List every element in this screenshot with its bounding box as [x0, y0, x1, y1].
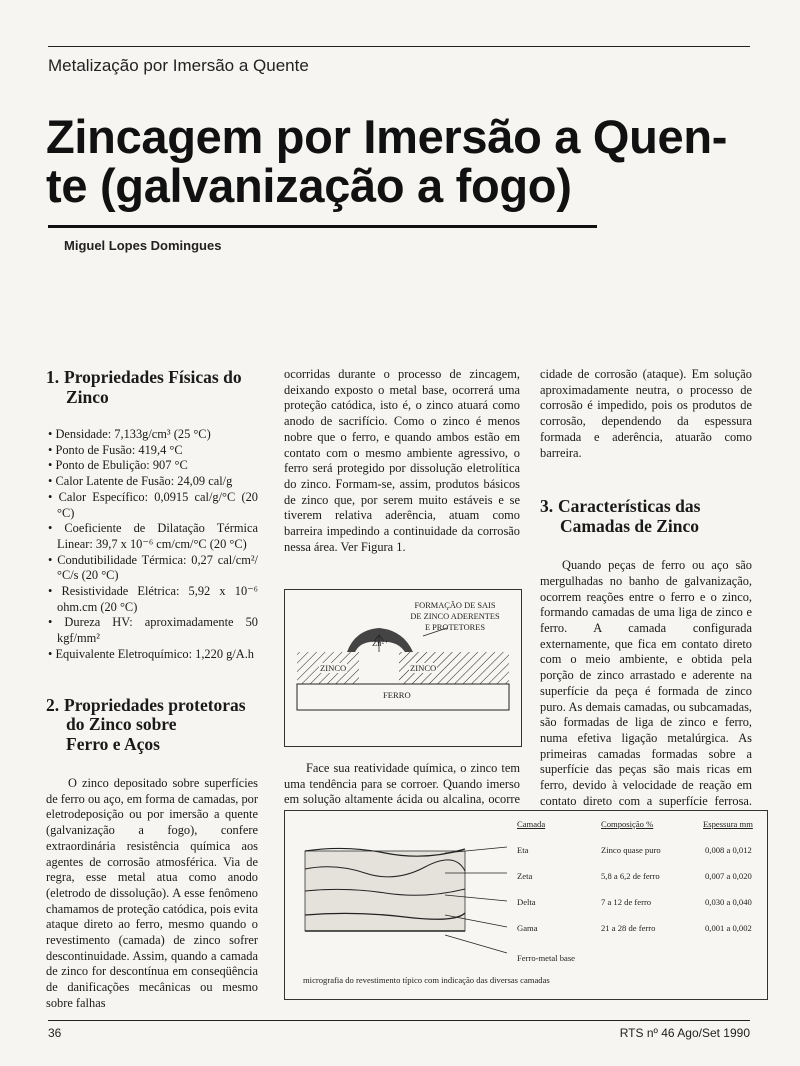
- table-cell: 0,007 a 0,020: [705, 871, 752, 881]
- table-cell: Zeta: [517, 871, 533, 881]
- column-3: [540, 367, 752, 825]
- table-cell: 7 a 12 de ferro: [601, 897, 652, 907]
- section-1-heading: 1. Propriedades Físicas do Zinco: [46, 367, 242, 407]
- list-item: • Condutibilidade Térmica: 0,27 cal/cm²/°C/s (20 °C): [46, 553, 258, 584]
- list-item: • Coeficiente de Dilatação Térmica Linear: 39,7 x 10⁻⁶ cm/cm/°C (20 °C): [46, 521, 258, 552]
- iron-label: FERRO: [383, 690, 411, 700]
- table-cell: Zinco quase puro: [601, 845, 661, 855]
- col2-paragraph-1: ocorridas durante o processo de zincagem, deixando exposto o metal base, ocorrerá uma proteção catódica, isto é, o zinco atuará como anodo de sacrifício. Como o zinco é menos nobre que o ferro, e quando ambos estão em contato com o mesmo ambiente agressivo, o ferro será protegido por dissolução eletrolítica do zinco. Formam-se, assim, produtos básicos de zinco que, por serem muito estáveis e se tiverem relativa aderência, atuam como barreira impedindo a continuidade da corrosão nessa área. Ver Figura 1.: [284, 367, 520, 554]
- list-item: • Calor Latente de Fusão: 24,09 cal/g: [46, 474, 258, 490]
- col3-paragraph-2: Quando peças de ferro ou aço são mergulhadas no banho de galvanização, ocorrem reações entre o ferro e o zinco, formando camadas de uma liga de zinco e ferro. A camada configurada externamente, que fica em contato direto com o meio ambiente, e obtida pela porção de zinco arrastado e aderente na superfície da peça é formada de zinco puro. As demais camadas, ou subcamadas, são formadas de liga de zinco e ferro, numa efetiva ligação metalúrgica. As primeiras camadas formadas sobre a superfície das peças são mais ricas em ferro, devido à velocidade de reação em contato direto com a superfície ferrosa.: [540, 558, 752, 808]
- list-item: • Resistividade Elétrica: 5,92 x 10⁻⁶ ohm.cm (20 °C): [46, 584, 258, 615]
- bottom-rule: [48, 1020, 750, 1021]
- list-item: • Equivalente Eletroquímico: 1,220 g/A.h: [46, 647, 258, 663]
- article-title: [46, 112, 766, 210]
- table-cell: Delta: [517, 897, 536, 907]
- list-item: • Dureza HV: aproximadamente 50 kgf/mm²: [46, 615, 258, 646]
- author-name: Miguel Lopes Domingues: [64, 238, 222, 253]
- table-header-thickness: Espessura mm: [703, 819, 753, 829]
- section-3-heading: 3. Características das Camadas de Zinco: [540, 496, 701, 536]
- top-rule: [48, 46, 750, 47]
- section-2-paragraph: O zinco depositado sobre superfícies de ferro ou aço, em forma de camadas, por eletrodeposição ou por imersão a quente (galvanização a fogo), confere extraordinária resistência química aos agentes de corrosão atmosférica. Via de regra, esse metal atua como anodo (eletrodo de dissolução). A esse fenômeno chamamos de proteção catódica, pois evita ataque direto ao ferro, mesmo quando o revestimento (camada) de zinco sofrer descontinuidade. Assim, quando a camada de zinco for descontínua em conseqüência de danificações mecânicas ou mesmo sobre falhas: [46, 776, 258, 1010]
- table-cell: 5,8 a 6,2 de ferro: [601, 871, 660, 881]
- col3-paragraph-1: cidade de corrosão (ataque). Em solução aproximadamente neutra, o processo de corrosão é impedido, pois os produtos de corrosão, dependendo da espessura formada e aderência, atuarão como barreira.: [540, 367, 752, 460]
- figure-1: [284, 589, 522, 747]
- base-metal-label: Ferro-metal base: [517, 953, 575, 963]
- title-line-1: Zincagem por Imersão a Quen-: [46, 110, 728, 163]
- table-cell: Gama: [517, 923, 538, 933]
- figure-2-caption: micrografia do revestimento típico com indicação das diversas camadas: [303, 975, 550, 985]
- column-1: [46, 368, 258, 1012]
- table-cell: 0,001 a 0,002: [705, 923, 752, 933]
- column-2: [284, 367, 520, 555]
- list-item: • Densidade: 7,133g/cm³ (25 °C): [46, 427, 258, 443]
- table-header-composition: Composição %: [601, 819, 654, 829]
- table-header-layer: Camada: [517, 819, 546, 829]
- list-item: • Ponto de Ebulição: 907 °C: [46, 458, 258, 474]
- col2-paragraph-2: Face sua reatividade química, o zinco tem uma tendência para se corroer. Quando imerso em solução altamente ácida ou alcalina, ocorre: [284, 761, 520, 807]
- ion-label: Zn²⁺: [372, 638, 389, 648]
- table-cell: Eta: [517, 845, 529, 855]
- zinc-label-left: ZINCO: [320, 663, 347, 673]
- section-2-heading: 2. Propriedades protetoras do Zinco sobre Ferro e Aços: [46, 694, 246, 754]
- table-cell: 0,030 a 0,040: [705, 897, 752, 907]
- pointer-base: [445, 935, 507, 953]
- list-item: • Calor Específico: 0,0915 cal/g/°C (20 °C): [46, 490, 258, 521]
- figure-1-label: FORMAÇÃO DE SAIS DE ZINCO ADERENTES E PROTETORES: [410, 601, 500, 632]
- title-line-2: te (galvanização a fogo): [46, 159, 572, 212]
- figure-2: [284, 810, 768, 1000]
- table-cell: 0,008 a 0,012: [705, 845, 752, 855]
- page-number: 36: [48, 1026, 62, 1040]
- properties-list: [46, 427, 258, 663]
- section-kicker: Metalização por Imersão a Quente: [48, 56, 309, 75]
- list-item: • Ponto de Fusão: 419,4 °C: [46, 443, 258, 459]
- pointer-eta: [445, 847, 507, 853]
- table-cell: 21 a 28 de ferro: [601, 923, 656, 933]
- title-underline: [48, 225, 597, 228]
- issue-info: RTS nº 46 Ago/Set 1990: [619, 1026, 750, 1040]
- zinc-label-right: ZINCO: [410, 663, 437, 673]
